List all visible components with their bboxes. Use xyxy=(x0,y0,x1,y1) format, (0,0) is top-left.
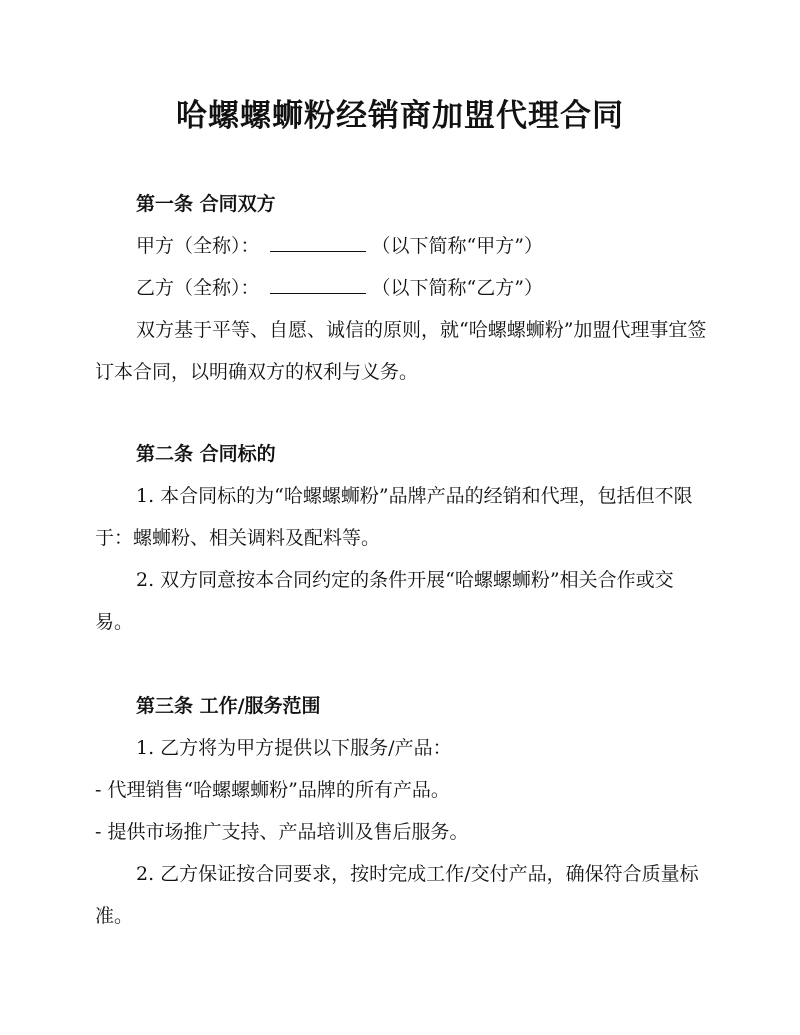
party-a-line xyxy=(95,225,707,267)
section-scope xyxy=(95,685,707,937)
party-b-label: 乙方（全称）： xyxy=(136,277,260,299)
scope-bullet-1: - 代理销售“哈螺螺蛳粉”品牌的所有产品。 xyxy=(95,779,450,801)
section-heading: 第三条 工作/服务范围 xyxy=(136,695,321,717)
scope-item-2: 2. 乙方保证按合同要求，按时完成工作/交付产品，确保符合质量标准。 xyxy=(95,863,699,927)
section-heading: 第一条 合同双方 xyxy=(136,193,276,215)
party-b-suffix: （以下简称“乙方”） xyxy=(371,277,543,299)
subject-item-1: 1. 本合同标的为“哈螺螺蛳粉”品牌产品的经销和代理，包括但不限于：螺蛳粉、相关调料及配料等。 xyxy=(95,485,693,549)
section-heading: 第二条 合同标的 xyxy=(136,443,276,465)
scope-item-1: 1. 乙方将为甲方提供以下服务/产品： xyxy=(136,737,452,759)
subject-item-2: 2. 双方同意按本合同约定的条件开展“哈螺螺蛳粉”相关合作或交易。 xyxy=(95,569,674,633)
document-title: 哈螺螺蛳粉经销商加盟代理合同 xyxy=(176,98,624,134)
scope-bullet-2: - 提供市场推广支持、产品培训及售后服务。 xyxy=(95,821,469,843)
section-parties xyxy=(95,183,707,393)
party-a-name-blank xyxy=(270,229,366,252)
party-a-label: 甲方（全称）： xyxy=(136,235,260,257)
party-a-suffix: （以下简称“甲方”） xyxy=(371,235,543,257)
section-paragraph: 双方基于平等、自愿、诚信的原则，就“哈螺螺蛳粉”加盟代理事宜签订本合同，以明确双方的权利与义务。 xyxy=(95,319,707,383)
section-subject xyxy=(95,433,707,643)
party-b-line xyxy=(95,267,707,309)
party-b-name-blank xyxy=(270,271,366,294)
